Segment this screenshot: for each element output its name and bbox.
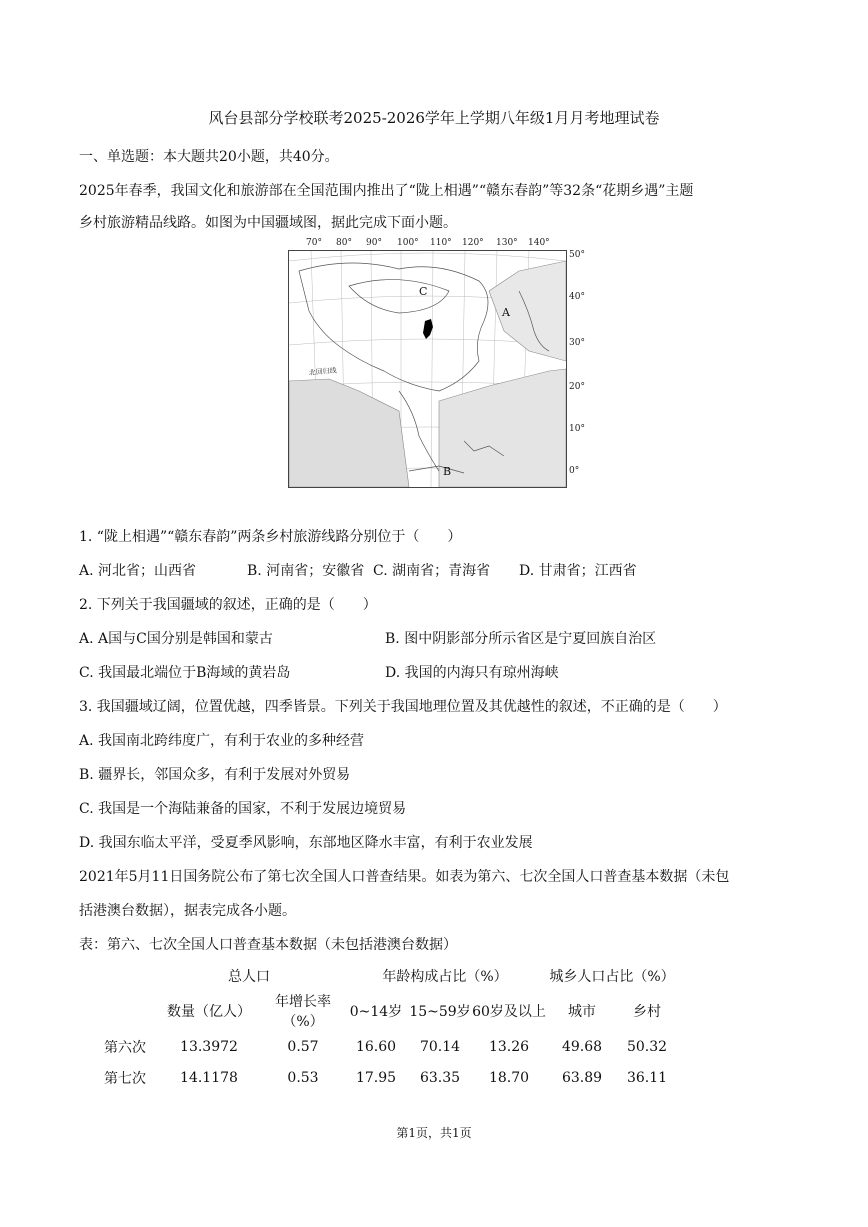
shaded-province xyxy=(423,319,433,339)
option-b[interactable]: B. 河南省；安徽省 xyxy=(247,563,365,579)
question-3-stem: 3. 我国疆域辽阔，位置优越，四季皆景。下列关于我国地理位置及其优越性的叙述，不正确的是（ ） xyxy=(79,699,727,715)
lon-label: 90° xyxy=(366,238,382,248)
table-column-header: 数量（亿人） xyxy=(167,1004,251,1020)
question-1-options xyxy=(79,560,637,580)
section-heading: 一、单选题：本大题共20小题，共40分。 xyxy=(79,149,339,165)
table-cell: 63.35 xyxy=(419,1069,461,1086)
option-d[interactable]: D. 我国的内海只有琼州海峡 xyxy=(385,665,559,681)
china-territory-map xyxy=(288,250,567,488)
table-group-header: 总人口 xyxy=(228,968,270,985)
option-d[interactable]: D. 甘肃省；江西省 xyxy=(519,563,637,579)
page-footer: 第1页，共1页 xyxy=(396,1126,472,1140)
lat-label: 30° xyxy=(569,338,585,348)
table-group-header-row xyxy=(95,960,677,991)
lon-label: 80° xyxy=(336,238,352,248)
option-a[interactable]: A. 我国南北跨纬度广，有利于农业的多种经营 xyxy=(79,733,365,749)
intro-text-line: 2025年春季，我国文化和旅游部在全国范围内推出了“陇上相遇”“赣东春韵”等32条“花期乡遇”主题 xyxy=(79,183,694,199)
map-drawing xyxy=(289,251,566,487)
intro-text-line: 2021年5月11日国务院公布了第七次全国人口普查结果。如表为第六、七次全国人口普查基本数据（未包 xyxy=(79,869,730,885)
table-cell: 16.60 xyxy=(355,1038,397,1055)
table-cell: 70.14 xyxy=(419,1038,461,1055)
table-sub-header-row xyxy=(95,991,677,1031)
question-1-stem: 1. “陇上相遇”“赣东春韵”两条乡村旅游线路分别位于（ ） xyxy=(79,529,462,545)
table-row-label: 第六次 xyxy=(104,1039,146,1056)
table-row xyxy=(95,1031,677,1062)
lat-label: 50° xyxy=(569,250,585,260)
lat-label: 10° xyxy=(569,424,585,434)
lat-label: 20° xyxy=(569,382,585,392)
table-column-header: 城市 xyxy=(568,1004,596,1020)
table-cell: 50.32 xyxy=(626,1038,668,1055)
table-column-header: 乡村 xyxy=(633,1004,661,1020)
table-column-header: 60岁及以上 xyxy=(472,1004,546,1020)
page-title: 风台县部分学校联考2025-2026学年上学期八年级1月月考地理试卷 xyxy=(208,109,660,127)
option-c[interactable]: C. 我国最北端位于B海域的黄岩岛 xyxy=(79,665,291,681)
table-group-header: 年龄构成占比（%） xyxy=(382,968,508,985)
lon-label: 100° xyxy=(397,238,419,248)
option-c[interactable]: C. 我国是一个海陆兼备的国家，不利于发展边境贸易 xyxy=(79,801,407,817)
lon-label: 110° xyxy=(430,238,452,248)
table-cell: 49.68 xyxy=(561,1038,603,1055)
map-letter-a: A xyxy=(502,306,510,319)
question-2-stem: 2. 下列关于我国疆域的叙述，正确的是（ ） xyxy=(79,597,377,613)
table-row-label: 第七次 xyxy=(104,1070,146,1087)
tropic-label: 北回归线 xyxy=(308,366,338,377)
table-column-header: 15~59岁 xyxy=(409,1004,471,1020)
table-column-header: 年增长率（%） xyxy=(275,994,331,1030)
option-b[interactable]: B. 图中阴影部分所示省区是宁夏回族自治区 xyxy=(385,631,657,647)
table-group-header: 城乡人口占比（%） xyxy=(549,968,675,985)
lon-label: 70° xyxy=(306,238,322,248)
option-c[interactable]: C. 湖南省；青海省 xyxy=(373,563,491,579)
option-b[interactable]: B. 疆界长，邻国众多，有利于发展对外贸易 xyxy=(79,767,351,783)
table-cell: 17.95 xyxy=(355,1069,397,1086)
option-a[interactable]: A. A国与C国分别是韩国和蒙古 xyxy=(79,631,273,647)
table-cell: 36.11 xyxy=(626,1069,668,1086)
table-cell: 63.89 xyxy=(561,1069,603,1086)
table-cell: 18.70 xyxy=(488,1069,530,1086)
lat-label: 40° xyxy=(569,292,585,302)
table-caption: 表：第六、七次全国人口普查基本数据（未包括港澳台数据） xyxy=(79,937,457,953)
table-cell: 0.53 xyxy=(287,1069,319,1086)
table-cell: 0.57 xyxy=(287,1038,319,1055)
option-a[interactable]: A. 河北省；山西省 xyxy=(79,563,197,579)
intro-text-line: 括港澳台数据），据表完成各小题。 xyxy=(79,903,296,919)
intro-text-line: 乡村旅游精品线路。如图为中国疆域图，据此完成下面小题。 xyxy=(79,215,457,231)
option-d[interactable]: D. 我国东临太平洋，受夏季风影响，东部地区降水丰富，有利于农业发展 xyxy=(79,835,533,851)
table-cell: 13.26 xyxy=(488,1038,530,1055)
lat-label: 0° xyxy=(569,466,580,476)
map-letter-b: B xyxy=(443,465,452,478)
table-cell: 14.1178 xyxy=(180,1069,238,1086)
map-letter-c: C xyxy=(419,285,428,298)
lon-label: 140° xyxy=(528,238,550,248)
table-column-header: 0~14岁 xyxy=(349,1004,403,1020)
lon-label: 130° xyxy=(496,238,518,248)
population-census-table xyxy=(95,960,677,1093)
table-row xyxy=(95,1062,677,1093)
table-cell: 13.3972 xyxy=(180,1038,238,1055)
lon-label: 120° xyxy=(462,238,484,248)
